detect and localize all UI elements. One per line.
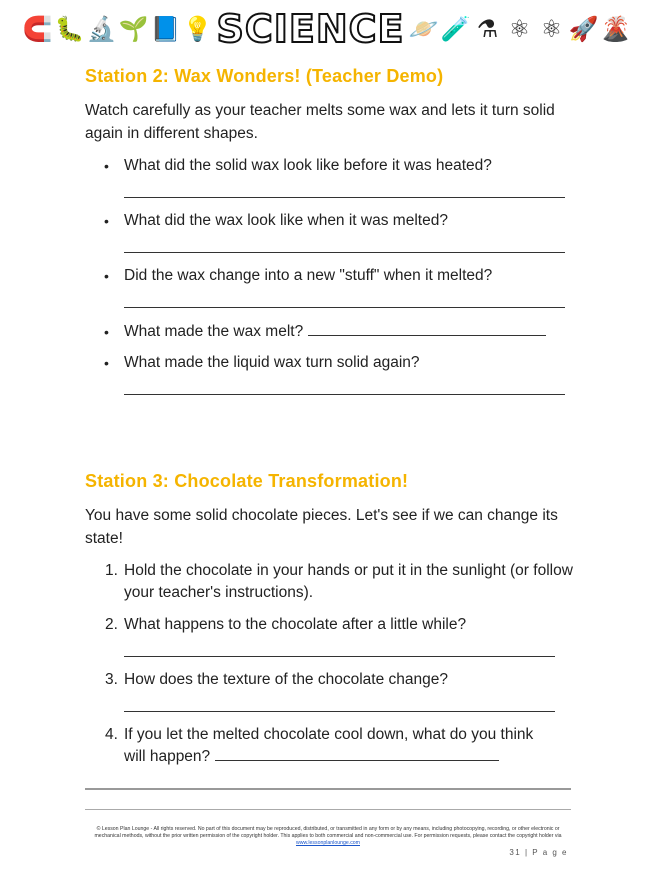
station2-title: Station 2: Wax Wonders! (Teacher Demo) <box>85 66 444 86</box>
caterpillar-icon: 🐛 <box>54 15 85 43</box>
step-item <box>85 614 575 657</box>
rocket-icon: 🚀 <box>568 15 599 43</box>
question-text: What made the liquid wax turn solid again? <box>124 354 420 371</box>
microscope-icon: 🔬 <box>86 15 117 43</box>
answer-line[interactable] <box>124 691 555 712</box>
volcano-icon: 🌋 <box>600 15 631 43</box>
step-item <box>85 560 575 604</box>
step-text: How does the texture of the chocolate change? <box>124 671 448 688</box>
station3-title: Station 3: Chocolate Transformation! <box>85 471 409 491</box>
question-item <box>85 210 575 253</box>
answer-line[interactable] <box>124 177 565 198</box>
question-item <box>85 265 575 308</box>
question-item <box>85 155 575 198</box>
station3-steps <box>85 560 575 768</box>
step-number: 3. <box>105 671 118 688</box>
page-number-label: | P a g e <box>524 848 568 857</box>
page-number <box>509 848 568 857</box>
footer-divider-thick <box>85 788 571 790</box>
footer-copyright <box>85 826 571 847</box>
plant-flask-icon: 🌱 <box>118 15 149 43</box>
footer-divider-thin <box>85 809 571 810</box>
question-text: What did the solid wax look like before it was heated? <box>124 157 492 174</box>
lightbulb-icon: 💡 <box>182 15 213 43</box>
banner-title: SCIENCE <box>216 7 405 51</box>
flask-icon: ⚗ <box>476 15 499 43</box>
copyright-text: © Lesson Plan Lounge - All rights reserved. No part of this document may be reproduced, distributed, or transmitted in any form or by any means, including photocopying, recording, or other electronic or mechanical methods, without the prior written permission of the copyright holder. This applies to both commercial and non-commercial use. For permission requests, please contact the copyright holder via <box>94 826 562 839</box>
step-text: Hold the chocolate in your hands or put it in the sunlight (or follow your teacher's instructions). <box>124 562 573 601</box>
answer-line[interactable] <box>124 287 565 308</box>
magnet-icon: 🧲 <box>22 15 53 43</box>
website-link[interactable]: www.lessonplanlounge.com <box>295 840 360 846</box>
step-item <box>85 724 575 768</box>
step-number: 2. <box>105 616 118 633</box>
test-tubes-icon: 🧪 <box>440 15 471 43</box>
question-item <box>85 321 575 343</box>
question-text: Did the wax change into a new "stuff" when it melted? <box>124 267 493 284</box>
step-text: What happens to the chocolate after a little while? <box>124 616 467 633</box>
station3-intro: You have some solid chocolate pieces. Let's see if we can change its state! <box>85 507 558 547</box>
station2-intro: Watch carefully as your teacher melts some wax and lets it turn solid again in different shapes. <box>85 102 555 142</box>
step-item <box>85 669 575 712</box>
answer-line[interactable] <box>124 636 555 657</box>
question-text: What made the wax melt? <box>124 323 304 340</box>
step-number: 4. <box>105 726 118 743</box>
question-item <box>85 352 575 395</box>
answer-line[interactable] <box>308 321 546 336</box>
atom-icon: ⚛ <box>540 15 563 43</box>
banner-right-icons <box>409 11 631 47</box>
answer-line[interactable] <box>124 232 565 253</box>
molecule-icon: ⚛ <box>508 15 531 43</box>
step-number: 1. <box>105 562 118 579</box>
answer-line[interactable] <box>215 746 499 761</box>
question-text: What did the wax look like when it was melted? <box>124 212 448 229</box>
answer-line[interactable] <box>124 374 565 395</box>
station2-questions <box>85 155 575 395</box>
science-banner <box>0 6 653 52</box>
worksheet-content <box>85 66 575 768</box>
planet-icon: 🪐 <box>408 15 439 43</box>
book-icon: 📘 <box>150 15 181 43</box>
page-number-value: 31 <box>509 848 522 857</box>
step-text: If you let the melted chocolate cool down, what do you think will happen? <box>124 726 534 765</box>
banner-left-icons <box>22 11 212 47</box>
